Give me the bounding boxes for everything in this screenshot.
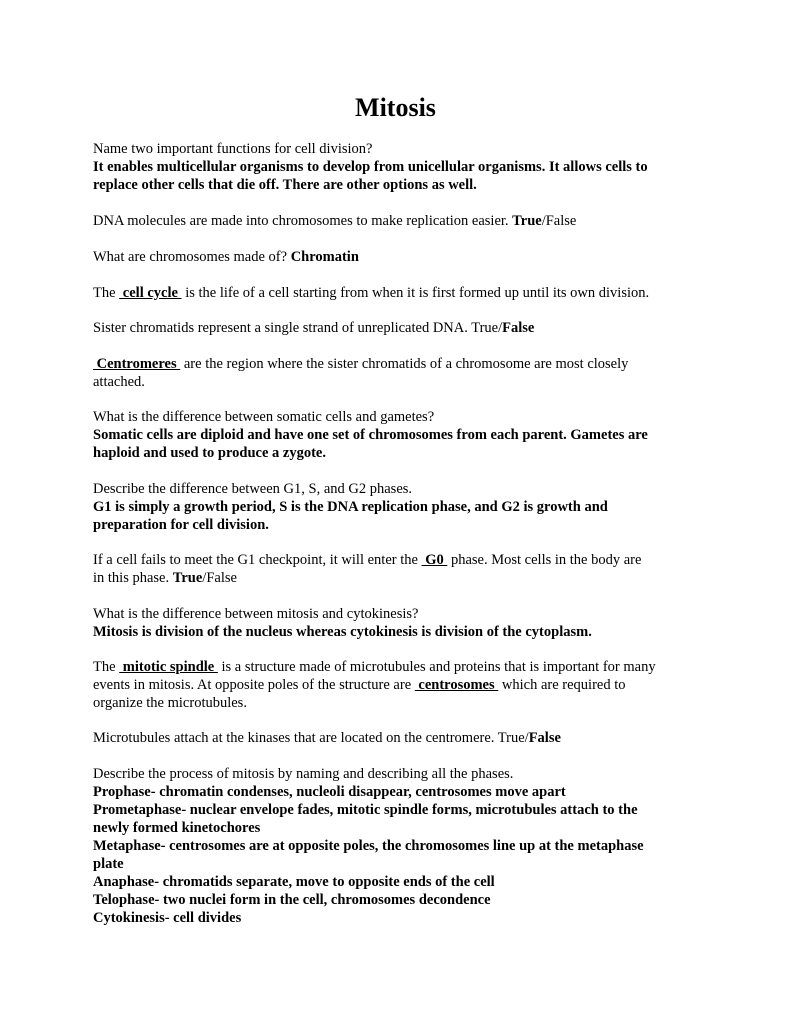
question-text: What is the difference between somatic cells and gametes? xyxy=(93,409,435,425)
statement-text: events in mitosis. At opposite poles of the structure are xyxy=(93,677,415,693)
question-text: Describe the difference between G1, S, and G2 phases. xyxy=(93,481,413,497)
question-mitosis-vs-cytokinesis xyxy=(93,605,733,641)
question-text: Describe the process of mitosis by naming and describing all the phases. xyxy=(93,766,514,782)
filled-blank: G0 xyxy=(421,552,448,568)
question-text: Name two important functions for cell division? xyxy=(93,141,373,157)
answer-line-anaphase: Anaphase- chromatids separate, move to opposite ends of the cell xyxy=(93,874,495,890)
question-cell-phases xyxy=(93,480,713,534)
selected-option-false: False xyxy=(528,730,561,746)
answer-line: G1 is simply a growth period, S is the DNA replication phase, and G2 is growth and xyxy=(93,499,608,515)
question-mitosis-phases xyxy=(93,765,723,927)
statement-continuation: attached. xyxy=(93,374,145,390)
question-text: What are chromosomes made of? xyxy=(93,249,291,265)
answer-line-prometaphase: Prometaphase- nuclear envelope fades, mitotic spindle forms, microtubules attach to the xyxy=(93,802,638,818)
option-separator: / xyxy=(498,320,503,336)
answer-text: Chromatin xyxy=(290,249,359,265)
answer-line: replace other cells that die off. There are other options as well. xyxy=(93,177,477,193)
selected-option-true: True xyxy=(512,213,542,229)
answer-line: haploid and used to produce a zygote. xyxy=(93,445,326,461)
option-separator: / xyxy=(524,730,529,746)
filled-blank-centrosomes: centrosomes xyxy=(414,677,499,693)
statement-continuation: organize the microtubules. xyxy=(93,695,247,711)
answer-line-telophase: Telophase- two nuclei form in the cell, chromosomes decondence xyxy=(93,892,491,908)
statement-prefix: If a cell fails to meet the G1 checkpoint, it will enter the xyxy=(93,552,422,568)
statement-suffix: phase. Most cells in the body are xyxy=(447,552,642,568)
answer-line-prophase: Prophase- chromatin condenses, nucleoli disappear, centrosomes move apart xyxy=(93,784,566,800)
answer-line-prometaphase-cont: newly formed kinetochores xyxy=(93,820,261,836)
answer-line-metaphase-cont: plate xyxy=(93,856,124,872)
statement-text: Microtubules attach at the kinases that are located on the centromere. xyxy=(93,730,498,746)
option-separator: / xyxy=(202,570,207,586)
statement-continuation: in this phase. xyxy=(93,570,173,586)
question-mitotic-spindle xyxy=(93,658,733,712)
filled-blank: cell cycle xyxy=(119,285,182,301)
statement-text: which are required to xyxy=(498,677,626,693)
question-centromeres xyxy=(93,355,723,391)
option-true: True xyxy=(471,320,499,336)
statement-text: are the region where the sister chromatids of a chromosome are most closely xyxy=(180,356,629,372)
option-true: True xyxy=(497,730,525,746)
question-somatic-vs-gametes xyxy=(93,408,713,462)
filled-blank: Centromeres xyxy=(93,356,181,372)
answer-line: It enables multicellular organisms to develop from unicellular organisms. It allows cells to xyxy=(93,159,648,175)
answer-line-cytokinesis: Cytokinesis- cell divides xyxy=(93,910,242,926)
statement-suffix: is the life of a cell starting from when it is first formed up until its own division. xyxy=(181,285,650,301)
answer-line-metaphase: Metaphase- centrosomes are at opposite poles, the chromosomes line up at the metaphase xyxy=(93,838,644,854)
question-text: What is the difference between mitosis and cytokinesis? xyxy=(93,606,419,622)
answer-line: preparation for cell division. xyxy=(93,517,269,533)
statement-text: DNA molecules are made into chromosomes to make replication easier. xyxy=(93,213,513,229)
question-cell-division-functions xyxy=(93,140,713,194)
question-cell-cycle xyxy=(93,284,733,302)
option-separator: / xyxy=(541,213,546,229)
question-sister-chromatids xyxy=(93,319,713,337)
filled-blank-spindle: mitotic spindle xyxy=(119,659,218,675)
answer-line: Mitosis is division of the nucleus whereas cytokinesis is division of the cytoplasm. xyxy=(93,624,592,640)
question-chromosome-composition xyxy=(93,248,713,266)
statement-text: is a structure made of microtubules and proteins that is important for many xyxy=(217,659,656,675)
question-g1-checkpoint xyxy=(93,551,723,587)
statement-prefix: The xyxy=(93,659,120,675)
option-false: False xyxy=(206,570,237,586)
statement-text: Sister chromatids represent a single strand of unreplicated DNA. xyxy=(93,320,472,336)
question-microtubules-kinases xyxy=(93,729,713,747)
question-dna-chromosomes xyxy=(93,212,713,230)
selected-option-true: True xyxy=(172,570,203,586)
page-title: Mitosis xyxy=(355,93,436,122)
statement-prefix: The xyxy=(93,285,120,301)
option-false: False xyxy=(545,213,577,229)
answer-line: Somatic cells are diploid and have one set of chromosomes from each parent. Gametes are xyxy=(93,427,648,443)
selected-option-false: False xyxy=(502,320,535,336)
